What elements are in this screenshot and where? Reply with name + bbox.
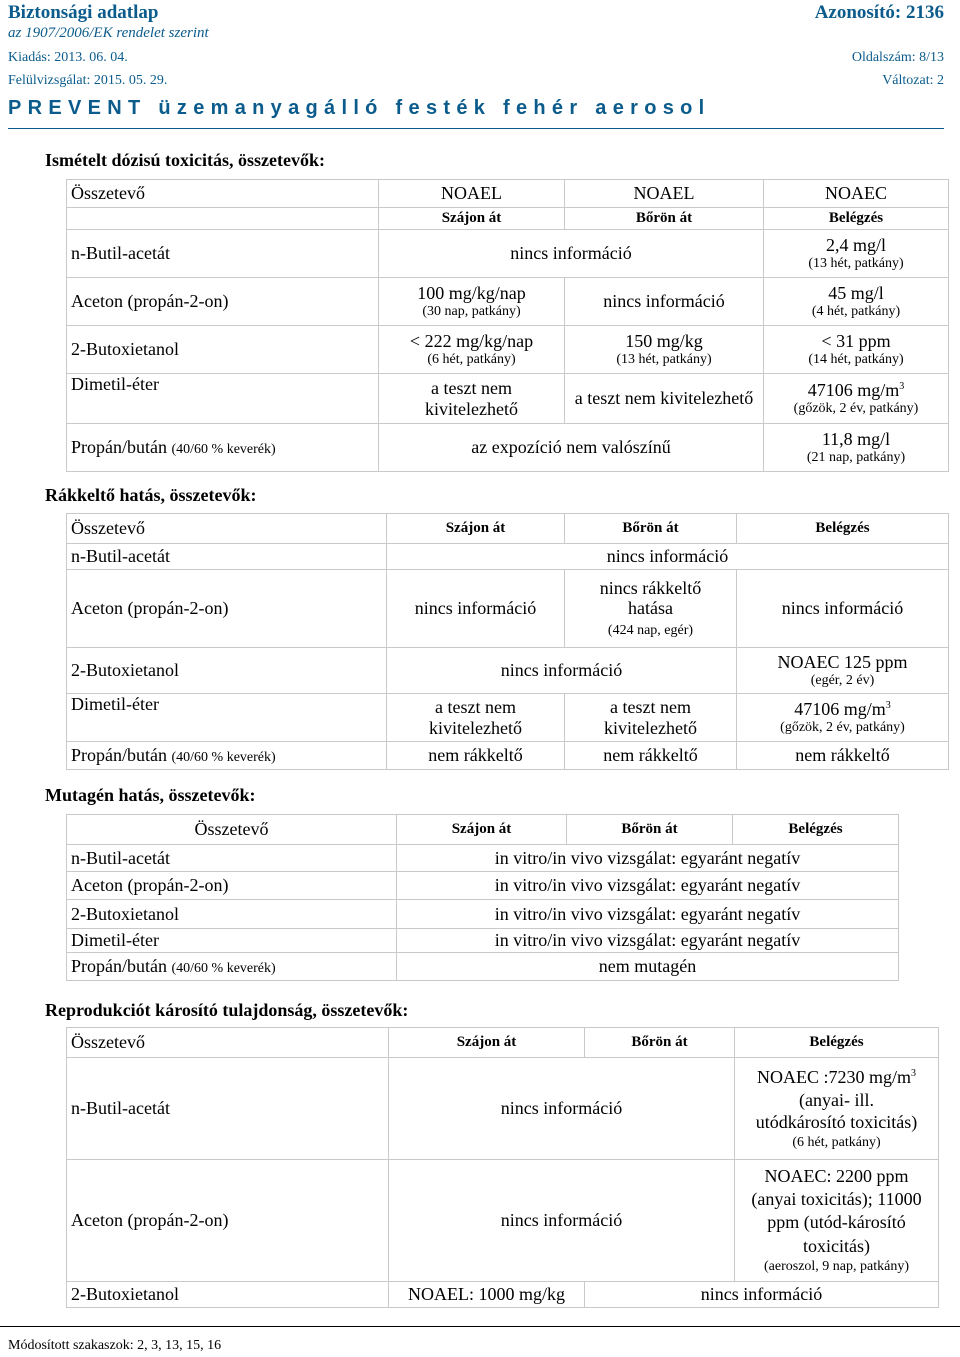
component-name: Dimetil-éter	[67, 929, 397, 953]
inhalation-cell	[764, 230, 949, 278]
component-name-note: (40/60 % keverék)	[171, 749, 276, 765]
component-name	[67, 424, 379, 472]
header-noael-dermal: NOAEL	[565, 180, 764, 208]
component-name	[67, 953, 397, 981]
component-name: n-Butil-acetát	[67, 845, 397, 872]
inhalation-note: (6 hét, patkány)	[792, 1134, 881, 1150]
merged-value: in vitro/in vivo vizsgálat: egyaránt negatív	[397, 872, 899, 900]
inhalation-value: NOAEC 125 ppm	[777, 652, 908, 673]
header-inhalation: Belégzés	[735, 1028, 939, 1058]
inhalation-value: nincs információ	[737, 570, 949, 648]
oral-cell	[379, 278, 565, 326]
inhalation-cell	[764, 326, 949, 374]
inhalation-value	[739, 1066, 934, 1089]
table-header-row	[67, 180, 949, 208]
header-component: Összetevő	[67, 815, 397, 845]
dermal-value: nincs információ	[565, 278, 764, 326]
oral-value: nincs információ	[387, 570, 565, 648]
header-oral: Szájon át	[397, 815, 567, 845]
inhalation-text: 47106 mg/m	[807, 380, 900, 401]
dermal-note: (13 hét, patkány)	[616, 351, 712, 367]
component-name-text: Propán/bután	[71, 436, 167, 457]
modified-sections: Módosított szakaszok: 2, 3, 13, 15, 16	[8, 1338, 222, 1353]
reproductive-table	[66, 1027, 939, 1308]
merged-value: nincs információ	[379, 230, 764, 278]
header-row-3	[8, 50, 944, 66]
dermal-value: nincs rákkeltő hatása	[599, 577, 702, 619]
mutagenic-table	[66, 814, 899, 981]
section-title-reproductive: Reprodukciót károsító tulajdonság, összetevők:	[45, 1000, 409, 1020]
repeated-dose-table	[66, 179, 949, 472]
header-row-4	[8, 73, 944, 89]
merged-value: nincs információ	[387, 648, 737, 694]
footer-divider	[0, 1326, 960, 1327]
table-header-row	[67, 815, 899, 845]
table-row	[67, 1058, 939, 1160]
oral-note: (6 hét, patkány)	[427, 351, 516, 367]
table-header-row	[67, 1028, 939, 1058]
component-name: 2-Butoxietanol	[67, 900, 397, 929]
inhalation-note: (21 nap, patkány)	[806, 449, 906, 465]
oral-value: 100 mg/kg/nap	[417, 283, 526, 304]
inhalation-value: NOAEC: 2200 ppm (anyai toxicitás); 11000 ppm (utód-károsító toxicitás)	[751, 1165, 922, 1256]
component-name: Dimetil-éter	[67, 374, 379, 424]
component-name: 2-Butoxietanol	[67, 1282, 389, 1308]
table-row	[67, 648, 949, 694]
header-dermal: Bőrön át	[585, 1028, 735, 1058]
merged-value: in vitro/in vivo vizsgálat: egyaránt negatív	[397, 845, 899, 872]
header-component: Összetevő	[67, 1028, 389, 1058]
regulation-subtitle: az 1907/2006/EK rendelet szerint	[8, 25, 209, 41]
merged-value: nincs információ	[387, 544, 949, 570]
header-dermal: Bőrön át	[565, 514, 737, 544]
header-oral: Szájon át	[389, 1028, 585, 1058]
table-row	[67, 424, 949, 472]
table-row	[67, 278, 949, 326]
table-subheader-row	[67, 208, 949, 230]
oral-value: NOAEL: 1000 mg/kg	[389, 1282, 585, 1308]
inhalation-value: < 31 ppm	[821, 331, 891, 352]
dermal-cell	[565, 570, 737, 648]
inhalation-cell	[737, 648, 949, 694]
superscript: 3	[899, 381, 905, 393]
version: Változat: 2	[882, 73, 944, 88]
issue-date: Kiadás: 2013. 06. 04.	[8, 50, 128, 65]
table-row	[67, 742, 949, 770]
oral-value: nem rákkeltő	[387, 742, 565, 770]
header-row-1	[8, 2, 944, 24]
table-header-row	[67, 514, 949, 544]
header-divider	[8, 128, 944, 129]
component-name-note: (40/60 % keverék)	[171, 960, 276, 976]
merged-value: in vitro/in vivo vizsgálat: egyaránt negatív	[397, 929, 899, 953]
inhalation-note: (13 hét, patkány)	[808, 255, 904, 271]
dermal-value: nem rákkeltő	[565, 742, 737, 770]
section-title-carcinogenic: Rákkeltő hatás, összetevők:	[45, 485, 257, 505]
merged-value: nincs információ	[389, 1160, 735, 1282]
inhalation-value: nem rákkeltő	[737, 742, 949, 770]
table-row	[67, 953, 899, 981]
carcinogenic-table	[66, 513, 949, 770]
dermal-note: (424 nap, egér)	[607, 623, 694, 639]
table-row	[67, 544, 949, 570]
oral-cell	[379, 326, 565, 374]
inhalation-value	[768, 380, 944, 401]
inhalation-text: NOAEC :7230 mg/m	[756, 1067, 911, 1087]
header-inhalation: Belégzés	[764, 208, 949, 230]
header-inhalation: Belégzés	[737, 514, 949, 544]
section-title-mutagenic: Mutagén hatás, összetevők:	[45, 785, 256, 805]
table-row	[67, 326, 949, 374]
inhalation-cell	[737, 694, 949, 742]
component-name: n-Butil-acetát	[67, 544, 387, 570]
inhalation-note: (gőzök, 2 év, patkány)	[793, 400, 919, 416]
superscript: 3	[885, 700, 891, 712]
table-row	[67, 570, 949, 648]
inhalation-cell	[764, 278, 949, 326]
table-row	[67, 1282, 939, 1308]
component-name-text: Propán/bután	[71, 955, 167, 976]
inhalation-note: (4 hét, patkány)	[811, 303, 901, 319]
header-dermal: Bőrön át	[567, 815, 733, 845]
inhalation-value: 45 mg/l	[828, 283, 884, 304]
inhalation-value: 2,4 mg/l	[825, 235, 886, 256]
inhalation-cell	[735, 1160, 939, 1282]
document-id: Azonosító: 2136	[814, 2, 944, 23]
header-noael-oral: NOAEL	[379, 180, 565, 208]
inhalation-note: (aeroszol, 9 nap, patkány)	[764, 1259, 909, 1275]
revision-date: Felülvizsgálat: 2015. 05. 29.	[8, 73, 168, 88]
header-component: Összetevő	[67, 514, 387, 544]
merged-value: nincs információ	[389, 1058, 735, 1160]
inhalation-value	[741, 699, 944, 720]
document-title: Biztonsági adatlap	[8, 2, 159, 23]
header-oral: Szájon át	[379, 208, 565, 230]
oral-value: a teszt nem kivitelezhető	[387, 694, 565, 742]
inhalation-text: 47106 mg/m	[794, 699, 886, 720]
component-name: 2-Butoxietanol	[67, 326, 379, 374]
inhalation-note: (egér, 2 év)	[810, 672, 875, 688]
component-name	[67, 742, 387, 770]
table-row	[67, 845, 899, 872]
section-title-repeated-dose: Ismételt dózisú toxicitás, összetevők:	[45, 150, 325, 170]
component-name: n-Butil-acetát	[67, 1058, 389, 1160]
component-name: Dimetil-éter	[67, 694, 387, 742]
inhalation-note: (gőzök, 2 év, patkány)	[780, 719, 905, 735]
inhalation-cell	[764, 424, 949, 472]
inhalation-note: (14 hét, patkány)	[808, 351, 904, 367]
oral-value: < 222 mg/kg/nap	[409, 331, 534, 352]
table-row	[67, 694, 949, 742]
inhalation-text-2: (anyai- ill. utódkárosító toxicitás)	[755, 1089, 918, 1132]
table-row	[67, 929, 899, 953]
component-name: Aceton (propán-2-on)	[67, 872, 397, 900]
inhalation-value: 11,8 mg/l	[821, 429, 891, 450]
oral-note: (30 nap, patkány)	[422, 303, 521, 319]
component-name: n-Butil-acetát	[67, 230, 379, 278]
header-row-2	[8, 25, 944, 42]
product-name: PREVENT üzemanyagálló festék fehér aerosol	[8, 97, 711, 119]
table-row	[67, 374, 949, 424]
header-component: Összetevő	[67, 180, 379, 208]
header-oral: Szájon át	[387, 514, 565, 544]
component-name: Aceton (propán-2-on)	[67, 1160, 389, 1282]
page-number: Oldalszám: 8/13	[851, 50, 944, 65]
header-noaec: NOAEC	[764, 180, 949, 208]
superscript: 3	[911, 1068, 916, 1079]
table-row	[67, 230, 949, 278]
component-name: Aceton (propán-2-on)	[67, 278, 379, 326]
inhalation-cell	[764, 374, 949, 424]
component-name: 2-Butoxietanol	[67, 648, 387, 694]
dermal-value: 150 mg/kg	[625, 331, 703, 352]
dermal-value: a teszt nem kivitelezhető	[565, 694, 737, 742]
merged-value: nem mutagén	[397, 953, 899, 981]
dermal-value: a teszt nem kivitelezhető	[565, 374, 764, 424]
table-row	[67, 900, 899, 929]
merged-value: in vitro/in vivo vizsgálat: egyaránt negatív	[397, 900, 899, 929]
oral-value: a teszt nem kivitelezhető	[379, 374, 565, 424]
merged-value: az expozíció nem valószínű	[379, 424, 764, 472]
component-name-note: (40/60 % keverék)	[171, 441, 276, 457]
table-row	[67, 872, 899, 900]
component-name: Aceton (propán-2-on)	[67, 570, 387, 648]
component-name-text: Propán/bután	[71, 744, 167, 765]
merged-value: nincs információ	[585, 1282, 939, 1308]
table-row	[67, 1160, 939, 1282]
header-dermal: Bőrön át	[565, 208, 764, 230]
dermal-cell	[565, 326, 764, 374]
header-inhalation: Belégzés	[733, 815, 899, 845]
inhalation-cell	[735, 1058, 939, 1160]
